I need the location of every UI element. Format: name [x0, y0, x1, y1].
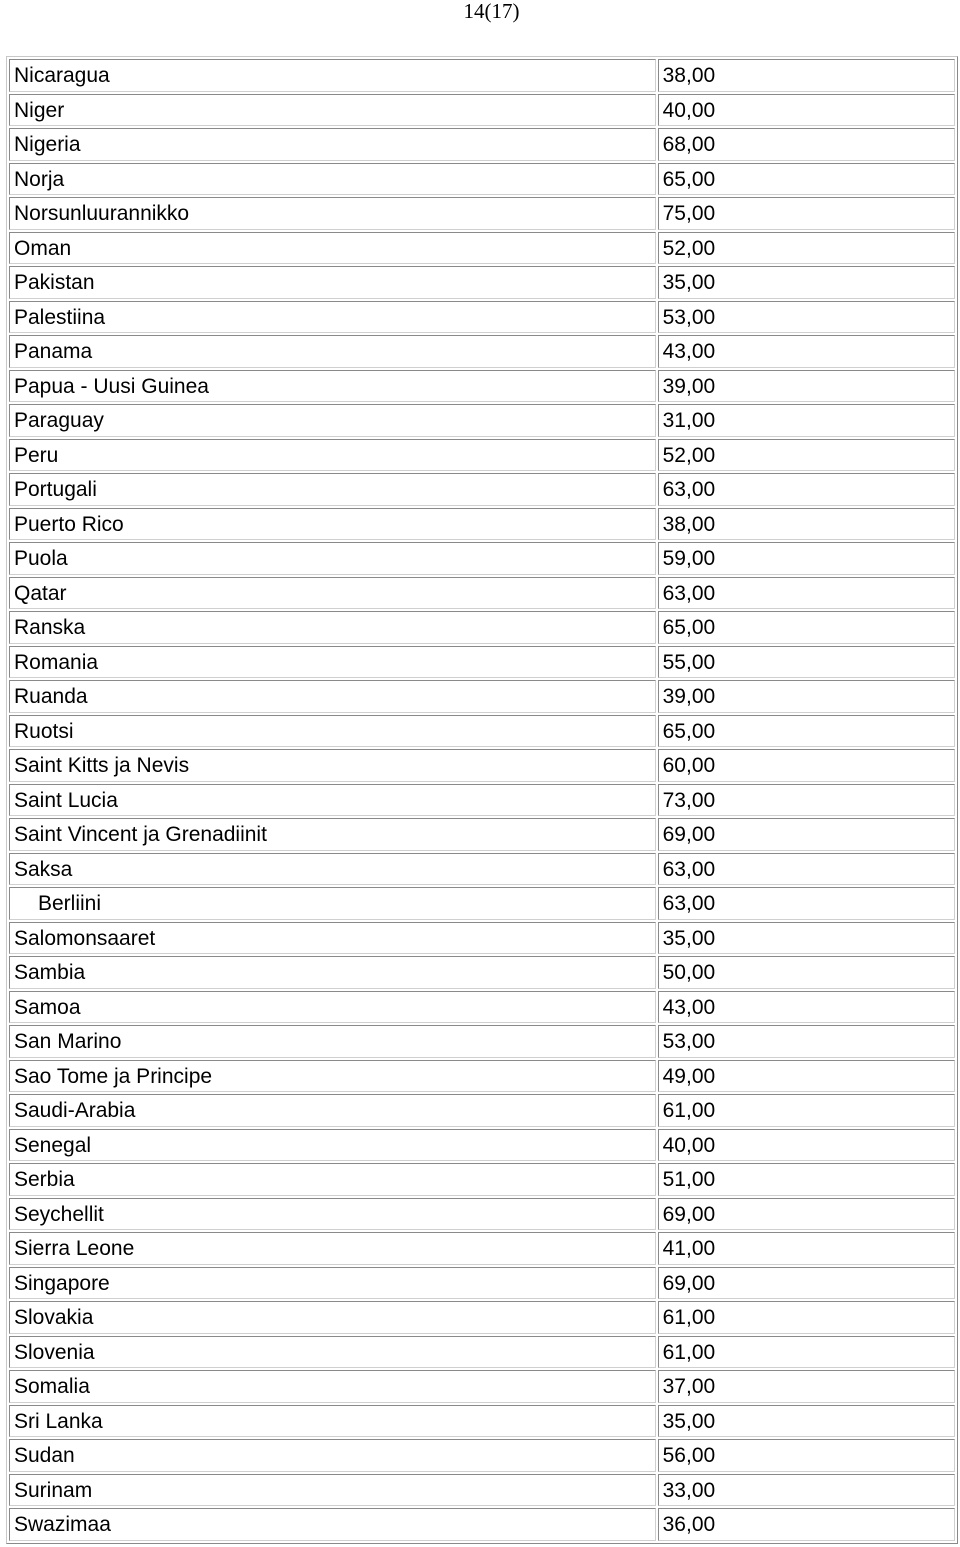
- country-name-cell: Norsunluurannikko: [9, 197, 656, 230]
- country-name-cell: Slovakia: [9, 1301, 656, 1334]
- table-row: [9, 542, 955, 577]
- country-name-cell: Romania: [9, 646, 656, 679]
- value-cell: 40,00: [658, 1129, 955, 1162]
- country-name-cell: Somalia: [9, 1370, 656, 1403]
- table-row: [9, 1301, 955, 1336]
- country-name-cell: Pakistan: [9, 266, 656, 299]
- table-row: [9, 1025, 955, 1060]
- country-name-cell: Sierra Leone: [9, 1232, 656, 1265]
- value-cell: 73,00: [658, 784, 955, 817]
- table-row: [9, 715, 955, 750]
- table-row: [9, 922, 955, 957]
- value-cell: 63,00: [658, 577, 955, 610]
- value-cell: 68,00: [658, 128, 955, 161]
- country-name-cell: Nigeria: [9, 128, 656, 161]
- value-cell: 51,00: [658, 1163, 955, 1196]
- table-row: [9, 956, 955, 991]
- country-rate-table: [6, 56, 958, 1544]
- country-name-cell: Slovenia: [9, 1336, 656, 1369]
- table-row: [9, 646, 955, 681]
- value-cell: 61,00: [658, 1336, 955, 1369]
- value-cell: 53,00: [658, 1025, 955, 1058]
- table-row: [9, 680, 955, 715]
- table-row: [9, 1232, 955, 1267]
- table-row: [9, 1439, 955, 1474]
- value-cell: 56,00: [658, 1439, 955, 1472]
- value-cell: 69,00: [658, 818, 955, 851]
- value-cell: 43,00: [658, 335, 955, 368]
- table-row: [9, 1198, 955, 1233]
- value-cell: 41,00: [658, 1232, 955, 1265]
- table-row: [9, 1370, 955, 1405]
- value-cell: 65,00: [658, 715, 955, 748]
- table-row: [9, 94, 955, 129]
- value-cell: 65,00: [658, 611, 955, 644]
- table-row: [9, 508, 955, 543]
- table-row: [9, 1094, 955, 1129]
- table-row: [9, 749, 955, 784]
- table-row: [9, 818, 955, 853]
- table-row: [9, 1163, 955, 1198]
- country-name-cell: Puerto Rico: [9, 508, 656, 541]
- value-cell: 61,00: [658, 1094, 955, 1127]
- table-row: [9, 163, 955, 198]
- country-name-cell: Qatar: [9, 577, 656, 610]
- country-name-cell: Peru: [9, 439, 656, 472]
- table-row: [9, 266, 955, 301]
- value-cell: 63,00: [658, 853, 955, 886]
- table-row: [9, 1405, 955, 1440]
- country-name-cell: Norja: [9, 163, 656, 196]
- table-row: [9, 887, 955, 922]
- country-name-cell: Saint Vincent ja Grenadiinit: [9, 818, 656, 851]
- country-name-cell: Swazimaa: [9, 1508, 656, 1541]
- table-row: [9, 1508, 955, 1543]
- country-name-cell: Saudi-Arabia: [9, 1094, 656, 1127]
- country-name-cell: Ruotsi: [9, 715, 656, 748]
- value-cell: 53,00: [658, 301, 955, 334]
- value-cell: 50,00: [658, 956, 955, 989]
- value-cell: 38,00: [658, 59, 955, 92]
- country-name-cell: Ruanda: [9, 680, 656, 713]
- value-cell: 63,00: [658, 473, 955, 506]
- table-row: [9, 611, 955, 646]
- value-cell: 61,00: [658, 1301, 955, 1334]
- table-row: [9, 370, 955, 405]
- value-cell: 37,00: [658, 1370, 955, 1403]
- country-name-cell: Saksa: [9, 853, 656, 886]
- table-row: [9, 577, 955, 612]
- country-name-cell: Salomonsaaret: [9, 922, 656, 955]
- country-name-cell: Paraguay: [9, 404, 656, 437]
- value-cell: 40,00: [658, 94, 955, 127]
- table-row: [9, 784, 955, 819]
- value-cell: 35,00: [658, 1405, 955, 1438]
- value-cell: 38,00: [658, 508, 955, 541]
- country-name-cell: San Marino: [9, 1025, 656, 1058]
- value-cell: 69,00: [658, 1267, 955, 1300]
- country-name-cell: Sri Lanka: [9, 1405, 656, 1438]
- country-name-cell: Senegal: [9, 1129, 656, 1162]
- value-cell: 31,00: [658, 404, 955, 437]
- value-cell: 69,00: [658, 1198, 955, 1231]
- country-name-cell: Palestiina: [9, 301, 656, 334]
- country-name-cell: Samoa: [9, 991, 656, 1024]
- value-cell: 55,00: [658, 646, 955, 679]
- country-name-cell: Seychellit: [9, 1198, 656, 1231]
- table-row: [9, 473, 955, 508]
- country-name-cell: Serbia: [9, 1163, 656, 1196]
- country-name-cell: Papua - Uusi Guinea: [9, 370, 656, 403]
- country-name-cell: Saint Kitts ja Nevis: [9, 749, 656, 782]
- value-cell: 43,00: [658, 991, 955, 1024]
- value-cell: 49,00: [658, 1060, 955, 1093]
- country-name-cell: Ranska: [9, 611, 656, 644]
- value-cell: 59,00: [658, 542, 955, 575]
- value-cell: 33,00: [658, 1474, 955, 1507]
- country-name-cell: Sao Tome ja Principe: [9, 1060, 656, 1093]
- table-row: [9, 439, 955, 474]
- value-cell: 35,00: [658, 922, 955, 955]
- country-name-cell: Sambia: [9, 956, 656, 989]
- value-cell: 60,00: [658, 749, 955, 782]
- value-cell: 65,00: [658, 163, 955, 196]
- table-row: [9, 853, 955, 888]
- table-row: [9, 1474, 955, 1509]
- country-name-cell: Saint Lucia: [9, 784, 656, 817]
- value-cell: 36,00: [658, 1508, 955, 1541]
- value-cell: 63,00: [658, 887, 955, 920]
- table-row: [9, 128, 955, 163]
- country-name-cell: Panama: [9, 335, 656, 368]
- value-cell: 39,00: [658, 680, 955, 713]
- table-row: [9, 335, 955, 370]
- table-row: [9, 1060, 955, 1095]
- table-row: [9, 232, 955, 267]
- country-name-cell: Sudan: [9, 1439, 656, 1472]
- value-cell: 39,00: [658, 370, 955, 403]
- country-name-cell: Berliini: [9, 887, 656, 920]
- country-name-cell: Singapore: [9, 1267, 656, 1300]
- table-row: [9, 991, 955, 1026]
- value-cell: 52,00: [658, 232, 955, 265]
- value-cell: 35,00: [658, 266, 955, 299]
- table-row: [9, 1267, 955, 1302]
- table-row: [9, 1129, 955, 1164]
- country-name-cell: Puola: [9, 542, 656, 575]
- country-name-cell: Surinam: [9, 1474, 656, 1507]
- country-name-cell: Nicaragua: [9, 59, 656, 92]
- value-cell: 52,00: [658, 439, 955, 472]
- table-row: [9, 301, 955, 336]
- value-cell: 75,00: [658, 197, 955, 230]
- table-row: [9, 1336, 955, 1371]
- country-name-cell: Niger: [9, 94, 656, 127]
- table-row: [9, 404, 955, 439]
- country-name-cell: Oman: [9, 232, 656, 265]
- table-row: [9, 197, 955, 232]
- page-number: 14(17): [463, 0, 520, 23]
- table-row: [9, 59, 955, 94]
- country-name-cell: Portugali: [9, 473, 656, 506]
